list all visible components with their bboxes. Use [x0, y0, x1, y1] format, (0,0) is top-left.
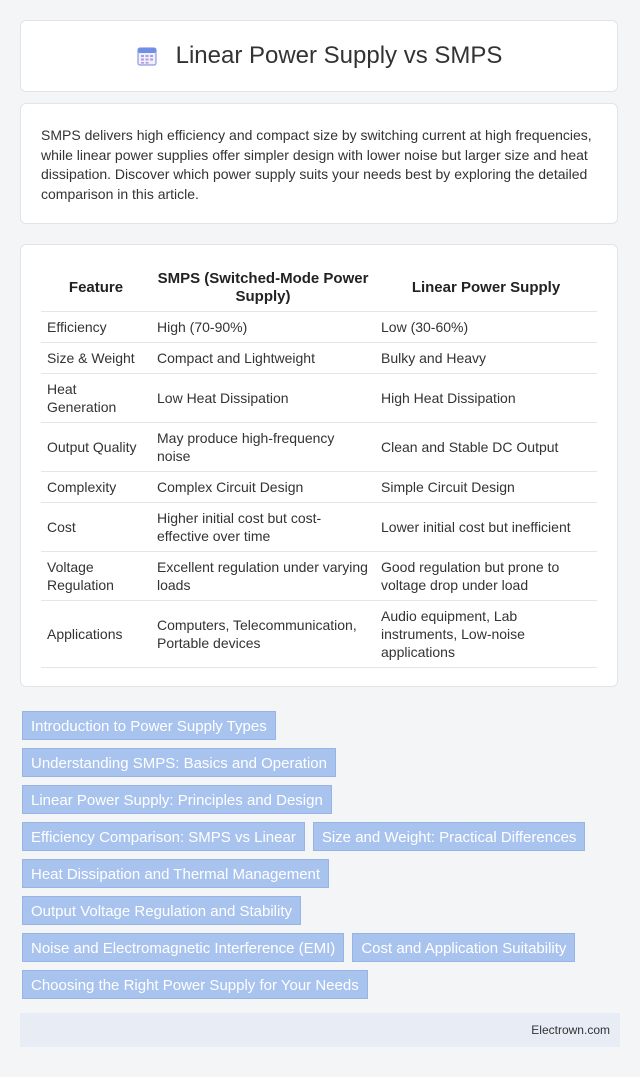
table-row: [41, 601, 597, 668]
table-cell: Output Quality: [41, 423, 151, 472]
table-cell: Excellent regulation under varying loads: [151, 552, 375, 601]
table-row: [41, 423, 597, 472]
comparison-table: [41, 265, 597, 668]
footer: [20, 1013, 620, 1047]
table-cell: Complexity: [41, 472, 151, 503]
table-row: [41, 374, 597, 423]
table-cell: Higher initial cost but cost-effective over time: [151, 503, 375, 552]
table-header-row: [41, 265, 597, 312]
topic-link[interactable]: Choosing the Right Power Supply for Your Needs: [22, 970, 368, 999]
topic-links: [22, 711, 622, 1007]
table-cell: Good regulation but prone to voltage drop under load: [375, 552, 597, 601]
table-cell: Size & Weight: [41, 343, 151, 374]
table-cell: Cost: [41, 503, 151, 552]
topic-link[interactable]: Output Voltage Regulation and Stability: [22, 896, 301, 925]
table-cell: Clean and Stable DC Output: [375, 423, 597, 472]
table-cell: Bulky and Heavy: [375, 343, 597, 374]
intro-text: SMPS delivers high efficiency and compact size by switching current at high frequencies, while linear power supplies offer simpler design with lower noise but larger size and heat dissipation. Discover which power supply suits your needs best by exploring the detailed comparison in this article.: [41, 127, 592, 202]
title-card: [20, 20, 618, 92]
topic-link[interactable]: Heat Dissipation and Thermal Management: [22, 859, 329, 888]
table-row: [41, 503, 597, 552]
table-cell: Applications: [41, 601, 151, 668]
table-cell: Computers, Telecommunication, Portable devices: [151, 601, 375, 668]
calendar-icon: [136, 45, 158, 67]
topic-link[interactable]: Noise and Electromagnetic Interference (EMI): [22, 933, 344, 962]
header-feature: Feature: [41, 265, 151, 312]
table-row: [41, 472, 597, 503]
header-smps: SMPS (Switched-Mode Power Supply): [151, 265, 375, 312]
footer-brand[interactable]: Electrown.com: [531, 1023, 610, 1037]
table-cell: Simple Circuit Design: [375, 472, 597, 503]
table-cell: Compact and Lightweight: [151, 343, 375, 374]
topic-link[interactable]: Size and Weight: Practical Differences: [313, 822, 586, 851]
topic-link[interactable]: Understanding SMPS: Basics and Operation: [22, 748, 336, 777]
table-cell: Lower initial cost but inefficient: [375, 503, 597, 552]
table-cell: High (70-90%): [151, 312, 375, 343]
table-row: [41, 343, 597, 374]
table-cell: Efficiency: [41, 312, 151, 343]
table-row: [41, 552, 597, 601]
table-cell: High Heat Dissipation: [375, 374, 597, 423]
table-cell: Complex Circuit Design: [151, 472, 375, 503]
topic-link[interactable]: Introduction to Power Supply Types: [22, 711, 276, 740]
topic-link[interactable]: Cost and Application Suitability: [352, 933, 575, 962]
header-linear: Linear Power Supply: [375, 265, 597, 312]
table-cell: Voltage Regulation: [41, 552, 151, 601]
topic-link[interactable]: Efficiency Comparison: SMPS vs Linear: [22, 822, 305, 851]
page-title: Linear Power Supply vs SMPS: [175, 42, 503, 69]
table-cell: Heat Generation: [41, 374, 151, 423]
table-cell: Low Heat Dissipation: [151, 374, 375, 423]
topic-link[interactable]: Linear Power Supply: Principles and Design: [22, 785, 332, 814]
comparison-table-card: [20, 244, 618, 687]
table-cell: Audio equipment, Lab instruments, Low-noise applications: [375, 601, 597, 668]
intro-card: [20, 103, 618, 224]
table-row: [41, 312, 597, 343]
table-cell: May produce high-frequency noise: [151, 423, 375, 472]
table-cell: Low (30-60%): [375, 312, 597, 343]
